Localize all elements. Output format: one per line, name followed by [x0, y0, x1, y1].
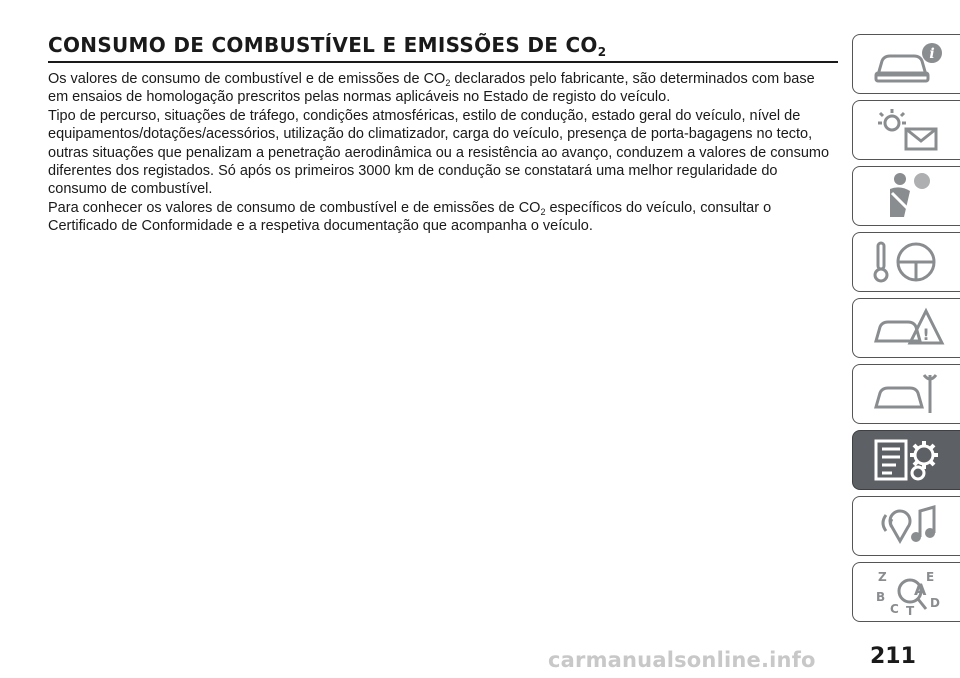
tab-index[interactable] [852, 562, 960, 622]
tab-car-info[interactable] [852, 34, 960, 94]
tab-technical-data[interactable] [852, 430, 960, 490]
multimedia-music-icon [870, 501, 946, 551]
page-number: 211 [870, 644, 916, 669]
svg-text:E: E [925, 570, 934, 584]
tab-warning-lights[interactable] [852, 100, 960, 160]
svg-text:B: B [875, 590, 885, 604]
technical-data-gears-icon [870, 435, 946, 485]
key-steering-wheel-icon [870, 237, 946, 287]
svg-text:D: D [929, 596, 940, 610]
svg-text:Z: Z [877, 570, 887, 584]
car-info-icon [870, 39, 946, 89]
tab-multimedia[interactable] [852, 496, 960, 556]
svg-text:i: i [928, 46, 935, 62]
title-underline [48, 61, 838, 63]
paragraph-factors: Tipo de percurso, situações de tráfego, condições atmosféricas, estilo de condução, estado geral do veículo, nível de equipamentos/dotações/acessórios, utilização do climatizador, carga do veículo, presença de porta-bagagens no tecto, outras situações que penalizam a penetração aerodinâmica ou a resistência ao avanço, conduzem a valores de consumo diferentes dos registados. Só após os primeiros 3000 km de condução se constatará uma melhor regularidade do consumo de combustível. [48, 107, 830, 198]
watermark: carmanualsonline.info [548, 648, 816, 672]
paragraph-certificate: Para conhecer os valores de consumo de combustível e de emissões de $CO_2$ específicos do veículo, consultar o Certificado de Conformidade e a respetiva documentação que acompanha o veículo. [48, 199, 772, 235]
car-emergency-icon [870, 303, 946, 353]
alphabetical-index-icon [870, 567, 946, 617]
svg-text:C: C [889, 602, 899, 616]
tab-starting-driving[interactable] [852, 232, 960, 292]
paragraph-homologation: Os valores de consumo de combustível e de emissões de $CO_2$ declarados pelo fabricante, são determinados com base em ensaios de homologação prescritos pelas normas aplicáveis no Estado de registo do veículo. [48, 71, 815, 106]
tab-emergency[interactable] [852, 298, 960, 358]
section-title: CONSUMO DE COMBUSTÍVEL E EMISSÕES DE $CO_2$ [48, 33, 607, 59]
svg-text:T: T [905, 604, 914, 617]
passenger-safety-icon [870, 171, 946, 221]
warning-lights-message-icon [870, 105, 946, 155]
svg-text:A: A [913, 580, 926, 599]
tab-safety[interactable] [852, 166, 960, 226]
tab-maintenance[interactable] [852, 364, 960, 424]
svg-text:!: ! [921, 325, 930, 344]
body-text [48, 70, 838, 236]
car-maintenance-wrench-icon [870, 369, 946, 419]
